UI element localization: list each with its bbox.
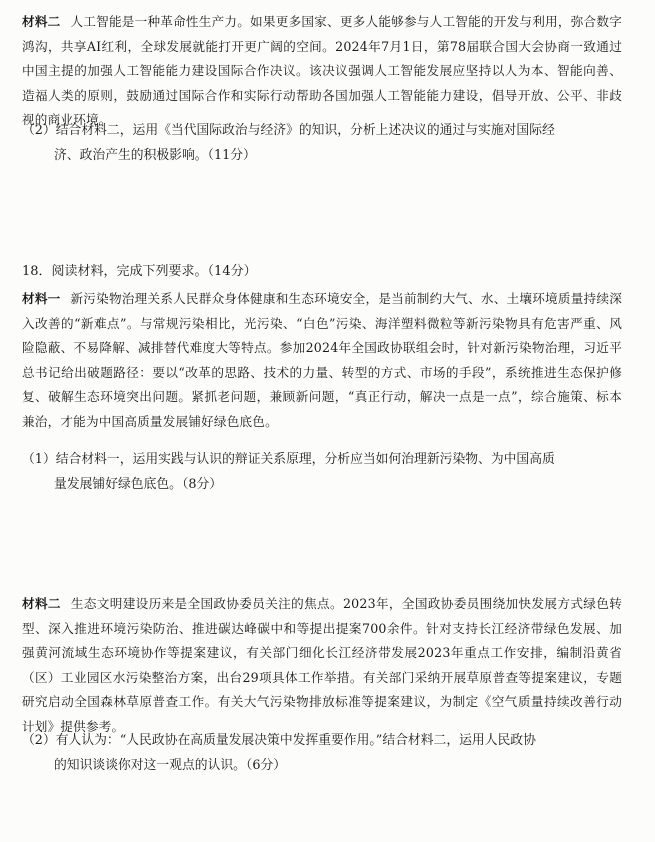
material-label: 材料一 <box>22 291 61 306</box>
question-1-practice <box>22 448 622 497</box>
material-2-bottom-paragraph <box>22 592 622 740</box>
question-line: （2）有人认为：“人民政协在高质量发展决策中发挥重要作用。”结合材料二，运用人民政协 <box>22 733 536 748</box>
material-label: 材料二 <box>22 596 61 611</box>
question-line-continued: 济、政治产生的积极影响。（11分） <box>54 147 256 163</box>
material-label: 材料二 <box>22 14 61 29</box>
question-heading: 18．阅读材料，完成下列要求。（14分） <box>22 264 257 279</box>
question-line: （1）结合材料一，运用实践与认识的辩证关系原理，分析应当如何治理新污染物、为中国高质 <box>22 452 555 467</box>
question-18-heading <box>22 262 622 282</box>
material-text: 新污染物治理关系人民群众身体健康和生态环境安全，是当前制约大气、水、土壤环境质量持续深入改善的“新难点”。与常规污染相比，光污染、“白色”污染、海洋塑料微粒等新污染物具有危害严重、风险隐蔽、不易降解、减排替代难度大等特点。参加2024年全国政协联组会时，针对新污染物治理，习近平总书记给出破题路径：要以“改革的思路、技术的力量、转型的方式、市场的手段”，系统推进生态保护修复、破解生态环境突出问题。紧抓老问题，兼顾新问题，“真正行动，解决一点是一点”，综合施策、标本兼治，才能为中国高质量发展铺好绿色底色。 <box>22 291 622 429</box>
material-2-top-paragraph <box>22 10 622 133</box>
question-2-international <box>22 119 622 168</box>
material-text: 生态文明建设历来是全国政协委员关注的焦点。2023年，全国政协委员围绕加快发展方式绿色转型、深入推进环境污染防治、推进碳达峰碳中和等提出提案700余件。针对支持长江经济带绿色发展、加强黄河流域生态环境协作等提案建议，有关部门细化长江经济带发展2023年重点工作安排，编制沿黄省（区）工业园区水污染整治方案，出台29项具体工作举措。有关部门采纳开展草原普查等提案建议，专题研究启动全国森林草原普查工作。有关大气污染物排放标准等提案建议，为制定《空气质量持续改善行动计划》提供参考。 <box>22 596 622 734</box>
question-line: （2）结合材料二，运用《当代国际政治与经济》的知识，分析上述决议的通过与实施对国际经 <box>22 123 555 138</box>
material-text: 人工智能是一种革命性生产力。如果更多国家、更多人能够参与人工智能的开发与利用，弥合数字鸿沟，共享AI红利，全球发展就能打开更广阔的空间。2024年7月1日，第78届联合国大会协商一致通过中国主提的加强人工智能能力建设国际合作决议。该决议强调人工智能发展应坚持以人为本、智能向善、造福人类的原则，鼓励通过国际合作和实际行动帮助各国加强人工智能能力建设，倡导开放、公平、非歧视的商业环境。 <box>22 14 622 128</box>
question-line-continued: 量发展铺好绿色底色。（8分） <box>54 476 223 492</box>
question-line-continued: 的知识谈谈你对这一观点的认识。（6分） <box>54 757 287 773</box>
question-2-cppcc <box>22 729 622 778</box>
material-1-paragraph <box>22 287 622 435</box>
